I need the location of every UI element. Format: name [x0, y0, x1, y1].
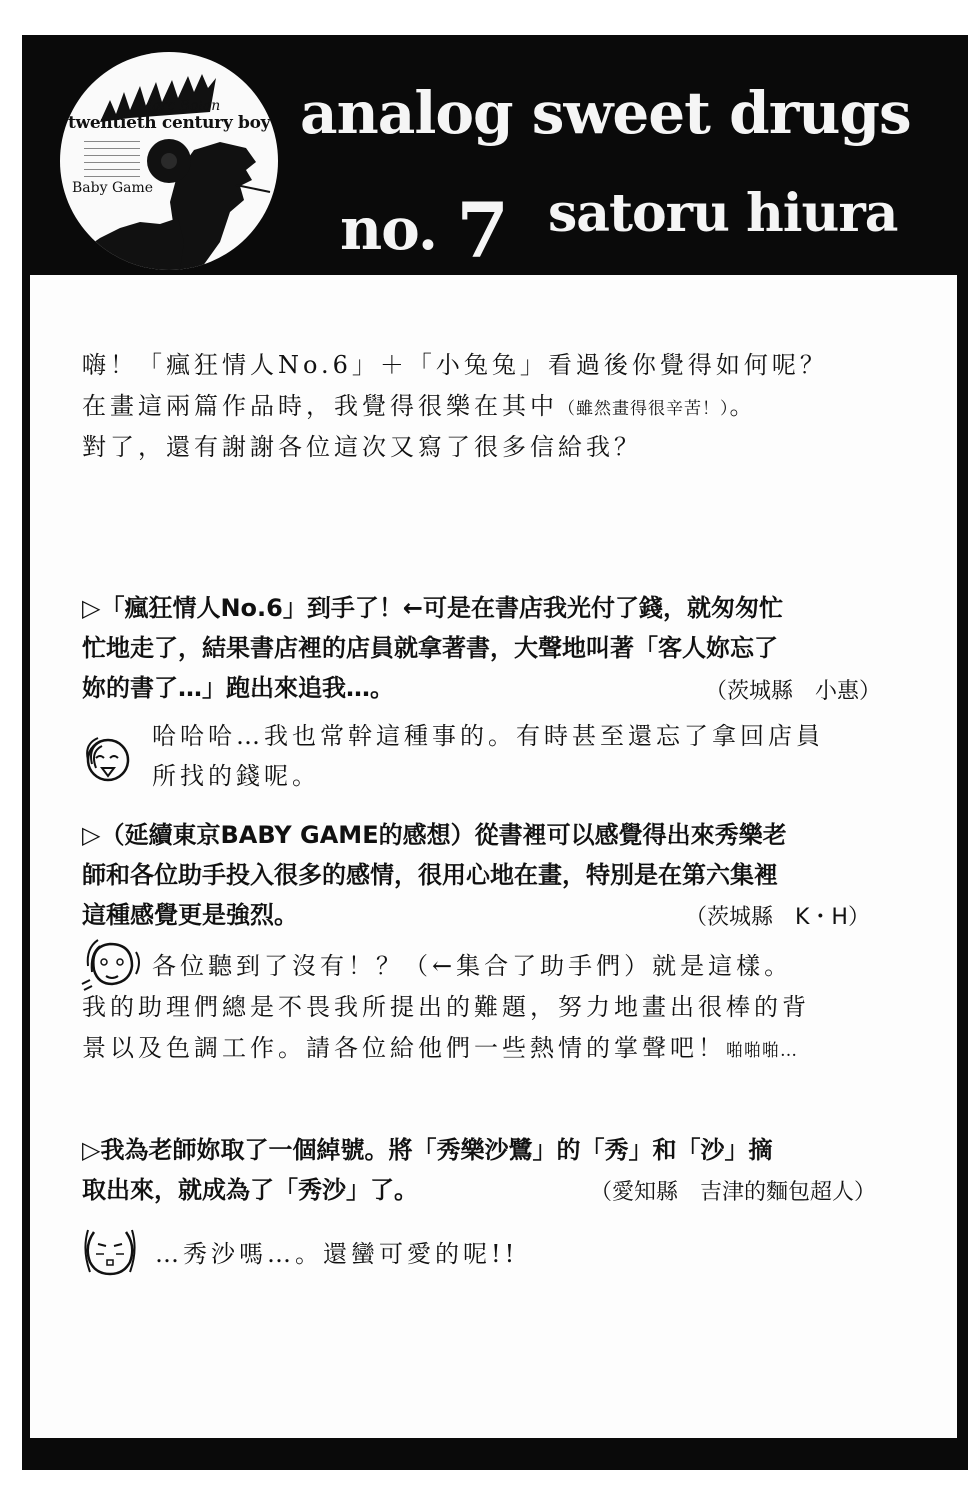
reply-1-line-1: 哈哈哈…我也常幹這種事的。有時甚至還忘了拿回店員	[152, 722, 824, 750]
letter-3-signature: （愛知縣 吉津的麵包超人）	[590, 1180, 877, 1205]
letter-3-line-2: 取出來，就成為了「秀沙」了。	[82, 1176, 418, 1204]
reply-2-line-3	[82, 1028, 798, 1072]
letter-1-line-3: 妳的書了…」跑出來追我…。	[82, 674, 394, 702]
intro-aside: （雖然畫得很辛苦！）	[558, 399, 730, 419]
series-title: analog sweet drugs	[300, 79, 911, 147]
letter-2-signature: （茨城縣 K・H）	[685, 905, 870, 930]
letter-2-line-1: ▷（延續東京BABY GAME的感想）從書裡可以感覺得出來秀樂老	[82, 821, 787, 849]
issue-number	[340, 185, 509, 275]
reply-2-line-2: 我的助理們總是不畏我所提出的難題，努力地畫出很棒的背	[82, 993, 810, 1021]
cd-title: twentieth century boy	[68, 113, 271, 133]
letter-1-line-1: ▷「瘋狂情人No.6」到手了！←可是在書店我光付了錢，就匆匆忙	[82, 594, 783, 622]
intro-line-2	[82, 386, 758, 430]
letter-1-signature: （茨城縣 小惠）	[705, 679, 882, 704]
cd-disc-illustration	[60, 52, 278, 270]
reply-2-line-3-text: 景以及色調工作。請各位給他們一些熱情的掌聲吧！	[82, 1034, 726, 1062]
letter-2-line-2: 師和各位助手投入很多的感情，很用心地在畫，特別是在第六集裡	[82, 861, 778, 889]
issue-prefix: no.	[340, 195, 438, 263]
reply-3-line-1: …秀沙嗎…。還蠻可愛的呢!!	[155, 1240, 519, 1268]
cd-artist: Marc Bolan	[138, 98, 221, 114]
cd-label: Baby Game	[72, 180, 154, 196]
letter-1-line-2: 忙地走了，結果書店裡的店員就拿著書，大聲地叫著「客人妳忘了	[82, 634, 778, 662]
issue-digit: 7	[456, 186, 509, 275]
blushing-face-icon	[80, 1222, 140, 1282]
laughing-face-icon	[78, 730, 134, 786]
reply-2-tail: 啪啪啪…	[726, 1041, 798, 1061]
intro-line-2-text: 在畫這兩篇作品時，我覺得很樂在其中	[82, 392, 558, 420]
intro-line-1: 嗨！「瘋狂情人No.6」＋「小兔兔」看過後你覺得如何呢？	[82, 351, 828, 379]
letter-3-line-1: ▷我為老師妳取了一個綽號。將「秀樂沙鷺」的「秀」和「沙」摘	[82, 1136, 773, 1164]
proud-face-icon	[80, 936, 146, 994]
reply-1-line-2: 所找的錢呢。	[152, 762, 320, 790]
author-name: satoru hiura	[548, 183, 898, 244]
intro-aside-end: 。	[729, 392, 758, 420]
reply-2-line-1: 各位聽到了沒有！？（←集合了助手們）就是這樣。	[152, 952, 793, 980]
cd-tracklist	[84, 135, 140, 183]
letter-2-line-3: 這種感覺更是強烈。	[82, 901, 298, 929]
intro-line-3: 對了，還有謝謝各位這次又寫了很多信給我？	[82, 433, 642, 461]
